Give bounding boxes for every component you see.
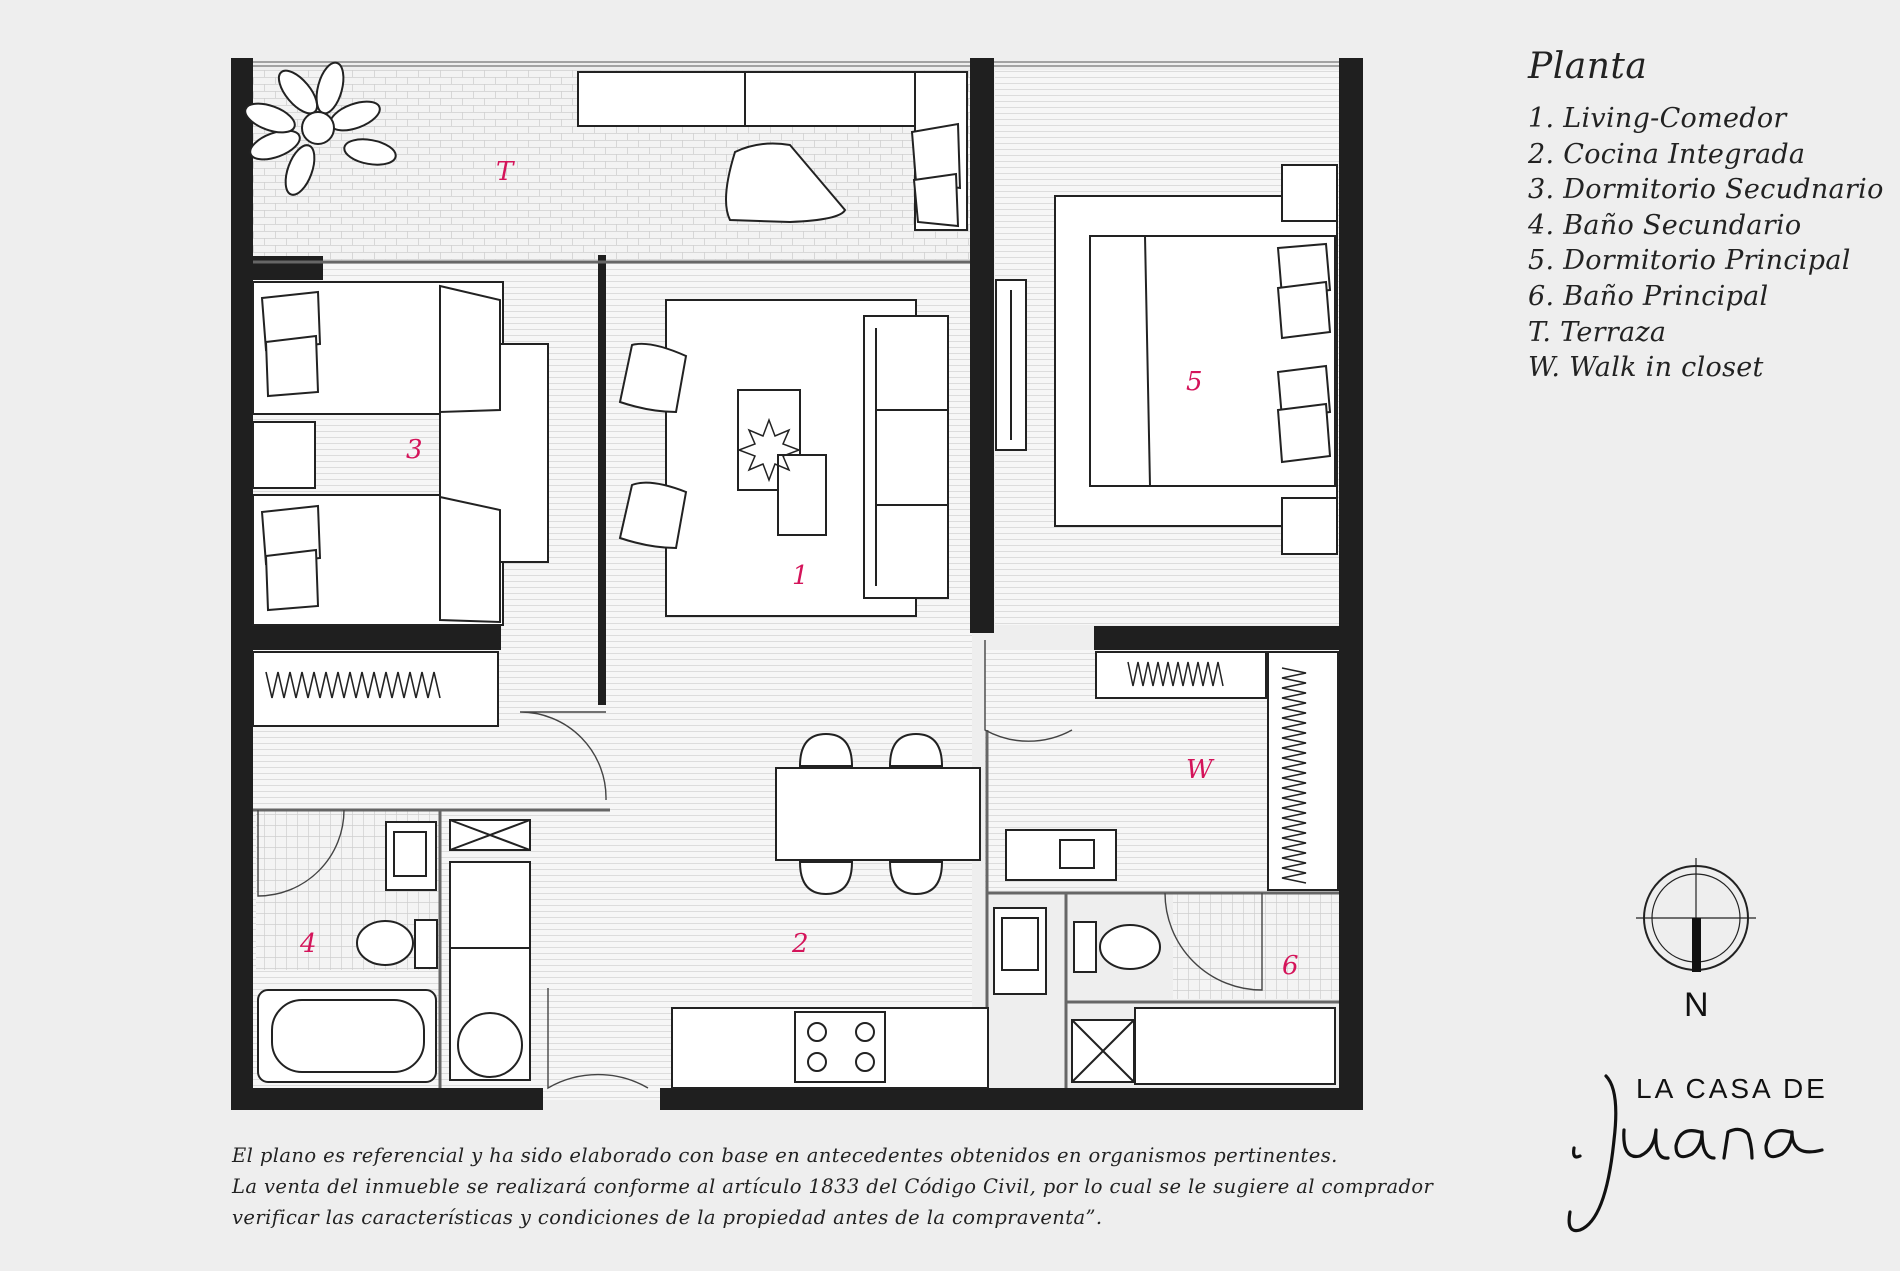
- compass: [1636, 858, 1756, 1024]
- legend-item-bath-secondary: 4. Baño Secundario: [1528, 209, 1802, 241]
- disclaimer-line: El plano es referencial y ha sido elaborado con base en antecedentes obtenidos en organismos pertinentes.: [232, 1144, 1338, 1167]
- room-label-walkin: W: [1186, 755, 1213, 785]
- disclaimer-line: verificar las características y condiciones de la propiedad antes de la compraventa”.: [232, 1206, 1103, 1229]
- legend-item-kitchen: 2. Cocina Integrada: [1528, 138, 1806, 170]
- room-label-bedroom-main: 5: [1186, 367, 1203, 397]
- room-label-bedroom-secondary: 3: [406, 435, 423, 465]
- legend-item-bath-main: 6. Baño Principal: [1528, 280, 1769, 312]
- room-label-living: 1: [792, 561, 809, 591]
- legend-list: [1528, 101, 1884, 386]
- room-label-terrace: T: [496, 157, 514, 187]
- windows: [253, 62, 1339, 66]
- north-arrow-icon: [1692, 918, 1701, 972]
- legend: [1528, 46, 1884, 386]
- brand-top-text: LA CASA DE: [1636, 1073, 1828, 1104]
- disclaimer: [232, 1140, 1532, 1233]
- legend-item-walkin: W. Walk in closet: [1528, 352, 1764, 384]
- legend-item-bedroom-main: 5. Dormitorio Principal: [1528, 245, 1851, 277]
- room-label-bath-main: 6: [1282, 951, 1299, 981]
- compass-north-label: N: [1684, 986, 1709, 1024]
- legend-item-terrace: T. Terraza: [1528, 316, 1667, 348]
- room-label-kitchen: 2: [792, 929, 809, 959]
- legend-item-living: 1. Living-Comedor: [1528, 103, 1787, 134]
- legend-item-bedroom-secondary: 3. Dormitorio Secudnario: [1528, 174, 1884, 206]
- room-label-bath-secondary: 4: [300, 929, 317, 959]
- legend-title: Planta: [1528, 46, 1648, 87]
- disclaimer-line: La venta del inmueble se realizará conforme al artículo 1833 del Código Civil, por lo cual se le sugiere al comprador: [232, 1175, 1434, 1198]
